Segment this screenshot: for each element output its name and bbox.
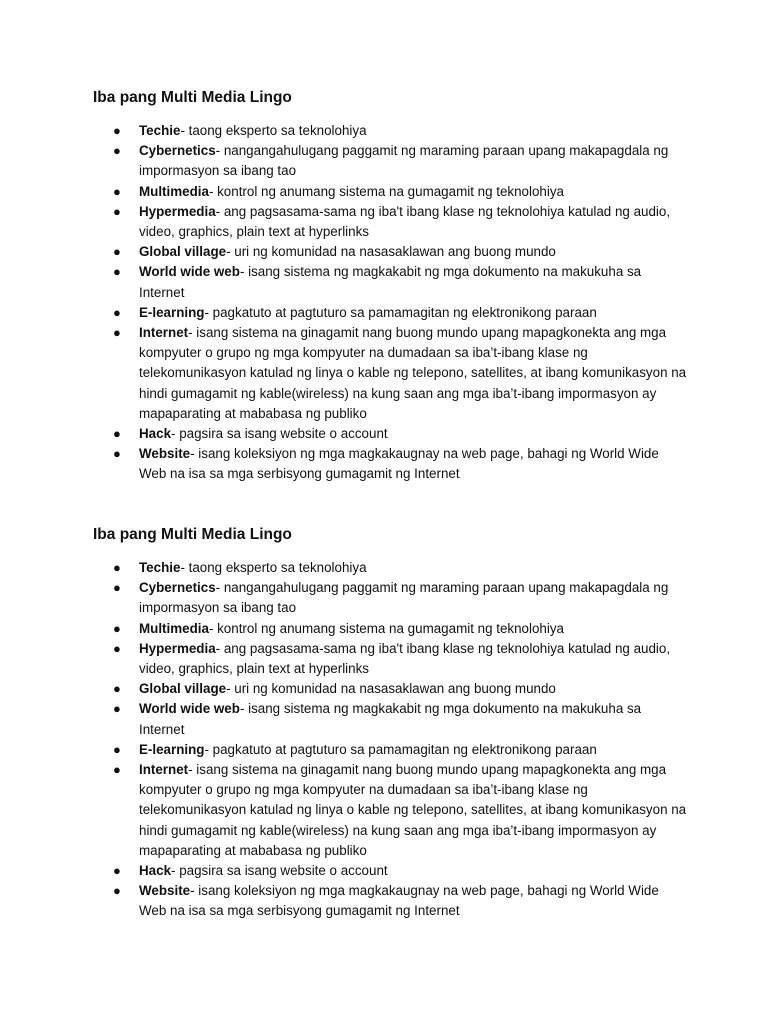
list-item-e-learning [93,740,687,760]
term-definition: - nangangahulugang paggamit ng maraming paraan upang makapagdala ng impormasyon sa ibang tao [139,580,669,616]
list-item-website [93,881,687,921]
term-label: Global village [139,681,227,697]
bullet-icon: ● [113,446,121,462]
term-label: Website [139,883,191,899]
bullet-icon: ● [113,203,121,219]
term-label: Techie [139,123,181,138]
bullet-icon: ● [113,143,121,159]
bullet-icon: ● [113,620,121,636]
term-label: Cybernetics [139,143,216,159]
term-definition: - isang koleksiyon ng mga magkakaugnay na web page, bahagi ng World Wide Web na isa sa mga serbisyong gumagamit ng Internet [139,446,659,482]
term-definition: - pagkatuto at pagtuturo sa pamamagitan ng elektronikong paraan [204,304,597,320]
bullet-icon: ● [113,681,121,697]
term-label: Hack [139,863,172,879]
term-label: Multimedia [139,620,209,636]
term-definition: - pagkatuto at pagtuturo sa pamamagitan ng elektronikong paraan [204,741,597,757]
list-item-internet [93,760,687,861]
term-definition: - ang pagsasama-sama ng iba't ibang klase ng teknolohiya katulad ng audio, video, graphics, plain text at hyperlinks [139,203,671,240]
term-list [93,121,693,485]
term-definition: - ang pagsasama-sama ng iba't ibang klase ng teknolohiya katulad ng audio, video, graphics, plain text at hyperlinks [139,640,671,677]
list-item-techie [93,558,687,578]
bullet-icon: ● [113,640,121,656]
term-label: Techie [139,560,181,575]
term-definition: - isang sistema ng magkakabit ng mga dokumento na makukuha sa Internet [139,701,642,737]
term-definition: - pagsira sa isang website o account [171,426,388,442]
bullet-icon: ● [113,741,121,757]
term-label: World wide web [139,264,240,280]
list-item-techie [93,121,687,141]
section-title: Iba pang Multi Media Lingo [93,526,292,543]
term-label: E-learning [139,741,205,757]
term-definition: - taong eksperto sa teknolohiya [180,123,367,138]
list-item-hack [93,861,687,881]
list-item-e-learning [93,303,687,323]
term-definition: - pagsira sa isang website o account [171,863,388,879]
section-second [93,525,693,922]
list-item-website [93,444,687,484]
term-definition: - kontrol ng anumang sistema na gumagamit ng teknolohiya [208,183,564,199]
term-definition: - kontrol ng anumang sistema na gumagamit ng teknolohiya [208,620,564,636]
section-first [93,88,693,485]
term-label: Internet [139,762,189,778]
list-item-multimedia [93,619,687,639]
term-label: Global village [139,244,227,260]
term-label: Website [139,446,191,462]
term-definition: - isang koleksiyon ng mga magkakaugnay na web page, bahagi ng World Wide Web na isa sa mga serbisyong gumagamit ng Internet [139,883,659,919]
list-item-multimedia [93,182,687,202]
list-item-global-village [93,242,687,262]
list-item-internet [93,323,687,424]
bullet-icon: ● [113,701,121,717]
bullet-icon: ● [113,762,121,778]
bullet-icon: ● [113,123,121,138]
bullet-icon: ● [113,426,121,442]
bullet-icon: ● [113,304,121,320]
list-item-world-wide-web [93,699,687,739]
term-label: Multimedia [139,183,209,199]
section-title: Iba pang Multi Media Lingo [93,89,292,106]
bullet-icon: ● [113,883,121,899]
bullet-icon: ● [113,183,121,199]
list-item-global-village [93,679,687,699]
term-definition: - isang sistema na ginagamit nang buong mundo upang mapagkonekta ang mga kompyuter o grupo ng mga kompyuter na dumadaan sa iba’t-ibang klase ng telekomunikasyon katulad ng linya o kable ng telepono, satellites, at ibang komunikasyon na hindi gumagamit ng kable(wireless) na kung saan ang mga iba’t-ibang impormasyon ay mapaparating at mababasa ng publiko [139,325,687,421]
term-label: Internet [139,325,189,341]
term-list [93,558,693,922]
bullet-icon: ● [113,580,121,596]
term-definition: - isang sistema na ginagamit nang buong mundo upang mapagkonekta ang mga kompyuter o grupo ng mga kompyuter na dumadaan sa iba’t-ibang klase ng telekomunikasyon katulad ng linya o kable ng telepono, satellites, at ibang komunikasyon na hindi gumagamit ng kable(wireless) na kung saan ang mga iba’t-ibang impormasyon ay mapaparating at mababasa ng publiko [139,762,687,858]
list-item-cybernetics [93,141,687,181]
bullet-icon: ● [113,560,121,575]
term-label: Cybernetics [139,580,216,596]
list-item-world-wide-web [93,262,687,302]
term-label: Hypermedia [139,203,216,219]
term-label: Hack [139,426,172,442]
bullet-icon: ● [113,863,121,879]
list-item-hypermedia [93,202,687,242]
term-label: World wide web [139,701,240,717]
term-definition: - uri ng komunidad na nasasaklawan ang buong mundo [226,681,556,697]
list-item-cybernetics [93,578,687,618]
term-label: E-learning [139,304,205,320]
term-definition: - uri ng komunidad na nasasaklawan ang buong mundo [226,244,556,260]
term-definition: - nangangahulugang paggamit ng maraming paraan upang makapagdala ng impormasyon sa ibang tao [139,143,669,179]
term-label: Hypermedia [139,640,216,656]
term-definition: - isang sistema ng magkakabit ng mga dokumento na makukuha sa Internet [139,264,642,300]
bullet-icon: ● [113,325,121,341]
bullet-icon: ● [113,264,121,280]
list-item-hypermedia [93,639,687,679]
term-definition: - taong eksperto sa teknolohiya [180,560,367,575]
list-item-hack [93,424,687,444]
bullet-icon: ● [113,244,121,260]
